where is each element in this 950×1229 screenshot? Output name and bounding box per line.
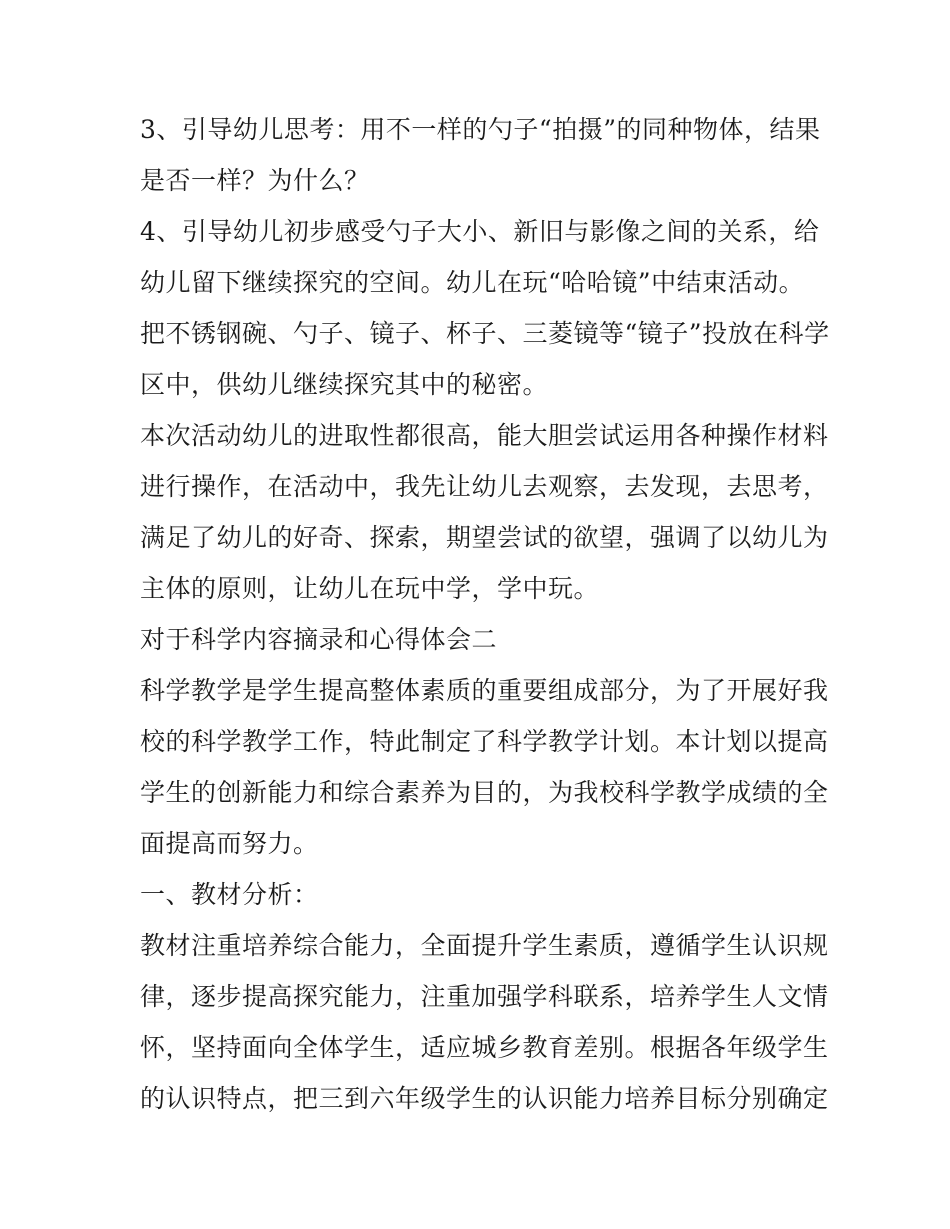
text-line: 的认识特点，把三到六年级学生的认识能力培养目标分别确定 [140,1084,829,1113]
text-line: 怀，坚持面向全体学生，适应城乡教育差别。根据各年级学生 [140,1033,829,1062]
text-line: 幼儿留下继续探究的空间。幼儿在玩“哈哈镜”中结束活动。 [140,268,805,297]
text-line: 是否一样？为什么？ [140,166,370,195]
text-line: 本次活动幼儿的进取性都很高，能大胆尝试运用各种操作材料 [140,421,829,450]
text-line: 进行操作，在活动中，我先让幼儿去观察，去发现，去思考， [140,472,829,501]
document-body [140,104,830,1124]
subsection-heading: 一、教材分析： [140,880,319,909]
text-line: 把不锈钢碗、勺子、镜子、杯子、三菱镜等“镜子”投放在科学 [140,319,830,348]
text-line: 3、引导幼儿思考：用不一样的勺子“拍摄”的同种物体，结果 [140,115,821,144]
text-line: 4、引导幼儿初步感受勺子大小、新旧与影像之间的关系，给 [140,217,820,246]
text-line: 满足了幼儿的好奇、探索，期望尝试的欲望，强调了以幼儿为 [140,523,829,552]
text-line: 学生的创新能力和综合素养为目的，为我校科学教学成绩的全 [140,778,829,807]
text-line: 律，逐步提高探究能力，注重加强学科联系，培养学生人文情 [140,982,829,1011]
section-heading: 对于科学内容摘录和心得体会二 [140,625,498,654]
text-line: 校的科学教学工作，特此制定了科学教学计划。本计划以提高 [140,727,829,756]
text-line: 科学教学是学生提高整体素质的重要组成部分，为了开展好我 [140,676,829,705]
text-line: 区中，供幼儿继续探究其中的秘密。 [140,370,549,399]
text-line: 主体的原则，让幼儿在玩中学，学中玩。 [140,574,600,603]
text-line: 面提高而努力。 [140,829,319,858]
text-line: 教材注重培养综合能力，全面提升学生素质，遵循学生认识规 [140,931,829,960]
